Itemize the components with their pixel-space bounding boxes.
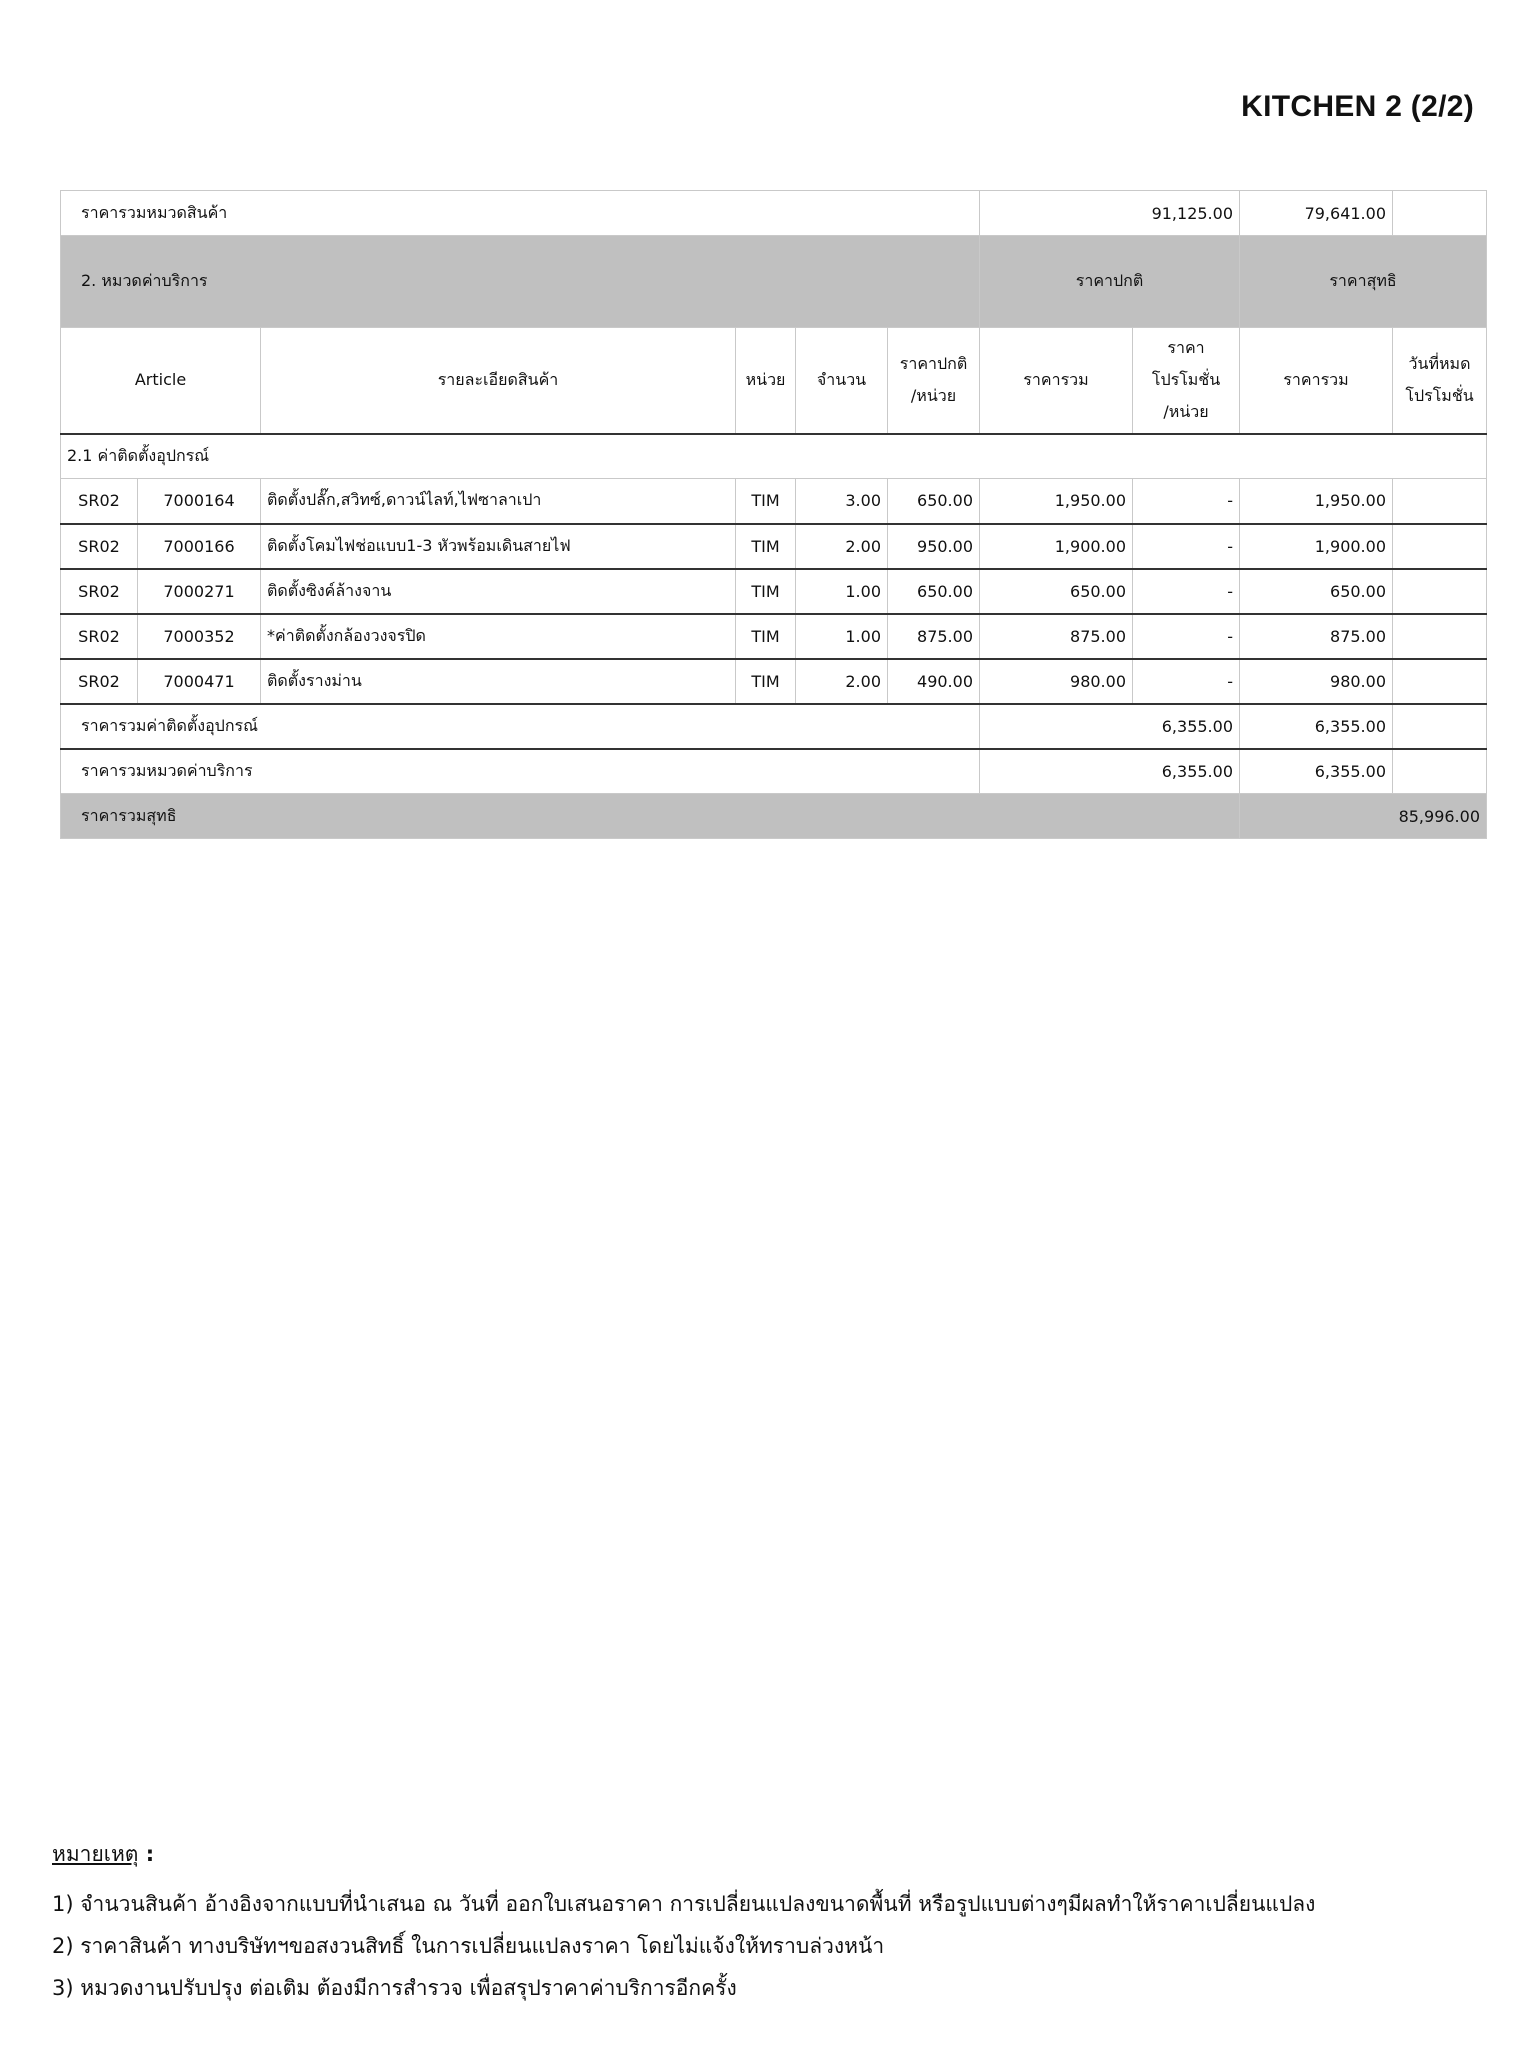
notes-section (52, 1838, 1492, 2009)
col-total: ราคารวม (980, 328, 1133, 434)
col-unit-price: ราคาปกติ /หน่วย (888, 328, 980, 434)
col-promo-end: วันที่หมด โปรโมชั่น (1393, 328, 1487, 434)
service-net-total: 6,355.00 (1240, 749, 1393, 794)
note-line: 3) หมวดงานปรับปรุง ต่อเติม ต้องมีการสำรวจ เพื่อสรุปราคาค่าบริการอีกครั้ง (52, 1976, 737, 2000)
column-headers (61, 328, 1487, 434)
install-total-row (61, 704, 1487, 749)
col-unit: หน่วย (736, 328, 796, 434)
product-total-label: ราคารวมหมวดสินค้า (61, 191, 980, 236)
grand-total-label: ราคารวมสุทธิ (61, 794, 1240, 839)
subsection-row (61, 434, 1487, 479)
product-total-row (61, 191, 1487, 236)
install-total-label: ราคารวมค่าติดตั้งอุปกรณ์ (61, 704, 980, 749)
subsection-title: 2.1 ค่าติดตั้งอุปกรณ์ (61, 434, 1487, 479)
col-net-total: ราคารวม (1240, 328, 1393, 434)
notes-colon: : (138, 1842, 155, 1866)
net-price-heading: ราคาสุทธิ (1240, 236, 1487, 328)
table-row: SR02 7000352 *ค่าติดตั้งกล้องวงจรปิด TIM 1.00 875.00 875.00 - 875.00 (61, 614, 1487, 659)
col-qty: จำนวน (796, 328, 888, 434)
table-row: SR02 7000166 ติดตั้งโคมไฟช่อแบบ1-3 หัวพร้อมเดินสายไฟ TIM 2.00 950.00 1,900.00 - 1,900.00 (61, 524, 1487, 569)
service-section-header (61, 236, 1487, 328)
grand-total-row (61, 794, 1487, 839)
note-line: 2) ราคาสินค้า ทางบริษัทฯขอสงวนสิทธิ์ ในการเปลี่ยนแปลงราคา โดยไม่แจ้งให้ทราบล่วงหน้า (52, 1934, 885, 1958)
install-normal-total: 6,355.00 (980, 704, 1240, 749)
install-net-total: 6,355.00 (1240, 704, 1393, 749)
col-detail: รายละเอียดสินค้า (261, 328, 736, 434)
quotation-table (60, 190, 1487, 839)
col-promo-price: ราคา โปรโมชั่น /หน่วย (1133, 328, 1240, 434)
notes-title: หมายเหตุ (52, 1842, 139, 1866)
grand-total-value: 85,996.00 (1240, 794, 1487, 839)
service-normal-total: 6,355.00 (980, 749, 1240, 794)
normal-price-heading: ราคาปกติ (980, 236, 1240, 328)
table-row: SR02 7000471 ติดตั้งรางม่าน TIM 2.00 490.00 980.00 - 980.00 (61, 659, 1487, 704)
product-normal-total: 91,125.00 (980, 191, 1240, 236)
product-net-total: 79,641.00 (1240, 191, 1393, 236)
service-total-row (61, 749, 1487, 794)
table-row: SR02 7000271 ติดตั้งซิงค์ล้างจาน TIM 1.00 650.00 650.00 - 650.00 (61, 569, 1487, 614)
service-total-label: ราคารวมหมวดค่าบริการ (61, 749, 980, 794)
col-article: Article (61, 328, 261, 434)
note-line: 1) จำนวนสินค้า อ้างอิงจากแบบที่นำเสนอ ณ วันที่ ออกใบเสนอราคา การเปลี่ยนแปลงขนาดพื้นที่ หรือรูปแบบต่างๆมีผลทำให้ราคาเปลี่ยนแปลง (52, 1892, 1316, 1916)
table-row: SR02 7000164 ติดตั้งปลั๊ก,สวิทซ์,ดาวน์ไลท์,ไฟซาลาเปา TIM 3.00 650.00 1,950.00 - 1,950.00 (61, 479, 1487, 524)
service-section-title: 2. หมวดค่าบริการ (61, 236, 980, 328)
page-title: KITCHEN 2 (2/2) (1241, 90, 1474, 123)
